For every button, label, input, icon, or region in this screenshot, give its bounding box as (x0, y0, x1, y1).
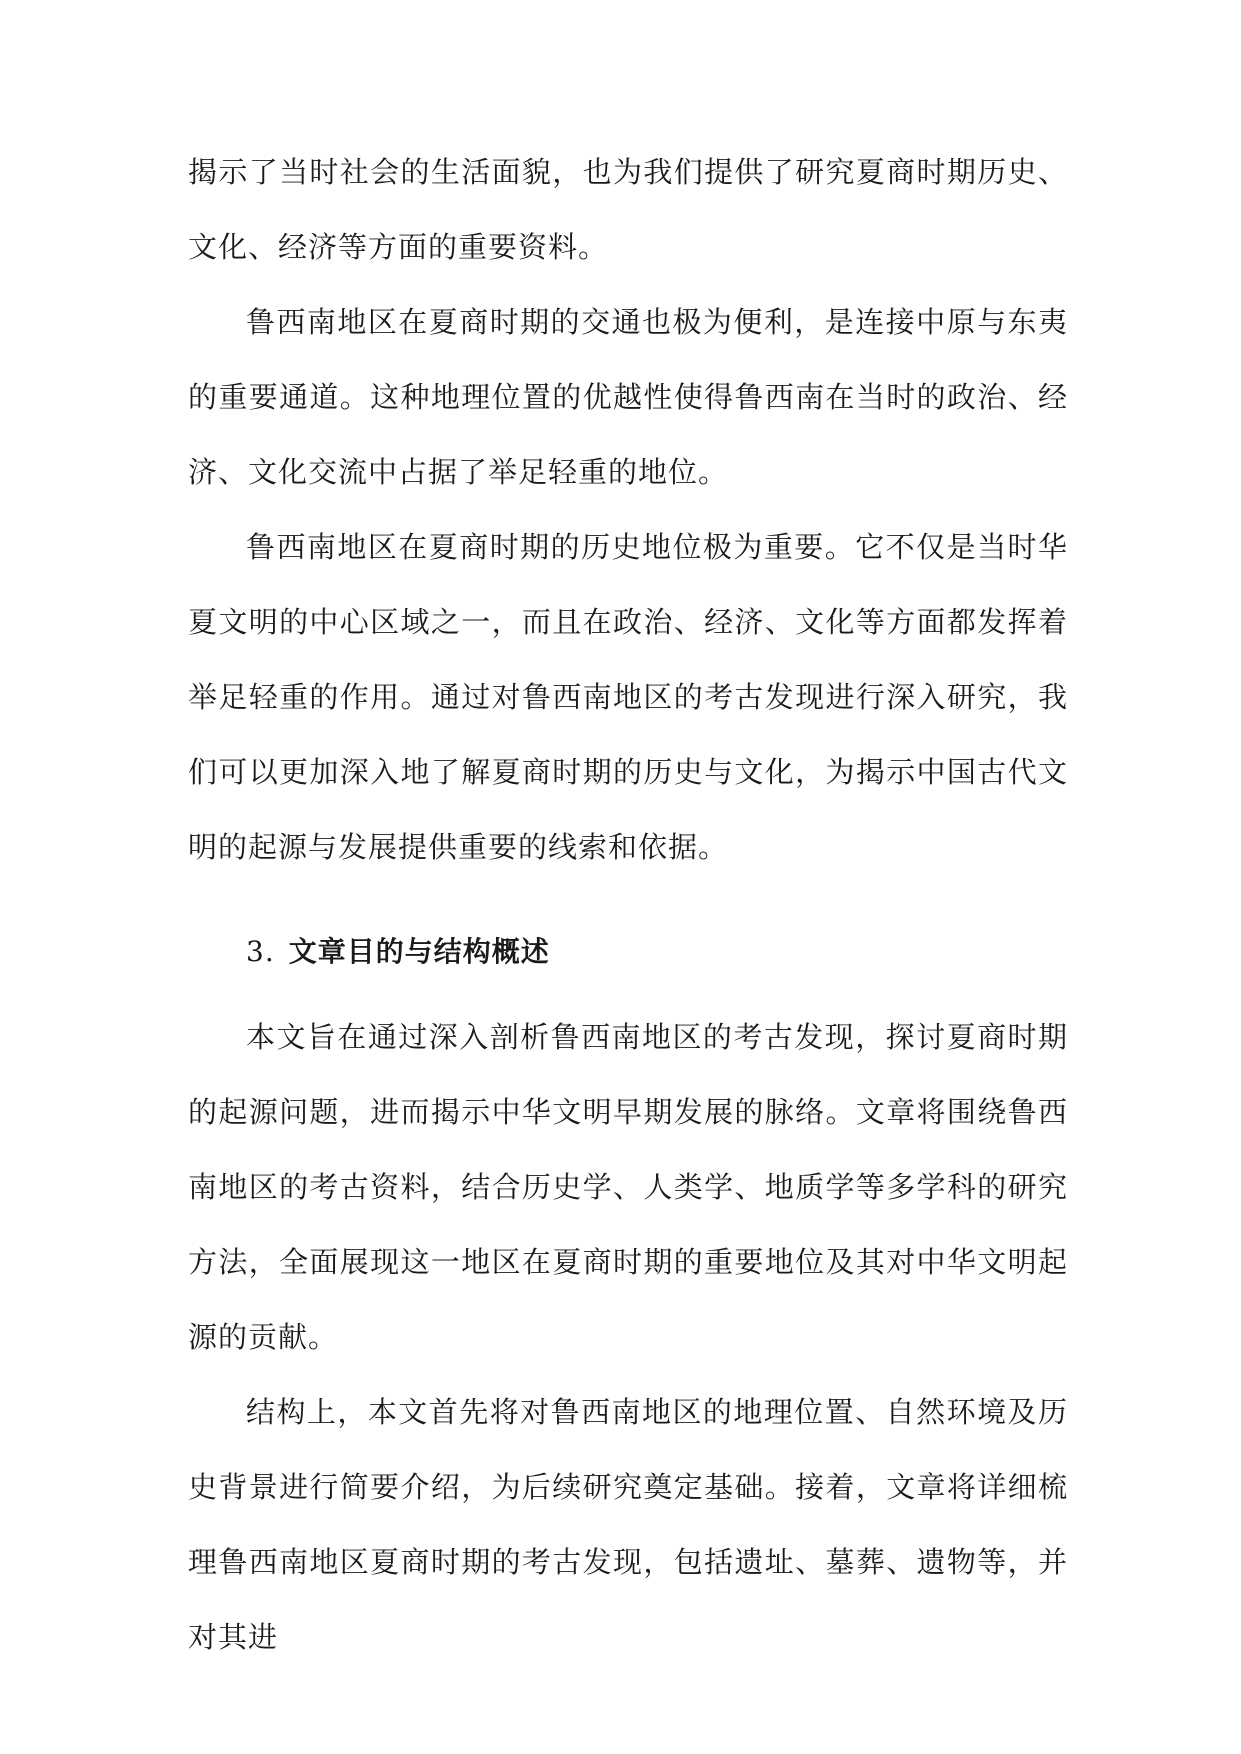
paragraph-structure: 结构上，本文首先将对鲁西南地区的地理位置、自然环境及历史背景进行简要介绍，为后续研究奠定基础。接着，文章将详细梳理鲁西南地区夏商时期的考古发现，包括遗址、墓葬、遗物等，并对其进 (188, 1395, 1068, 1654)
paragraph-purpose: 本文旨在通过深入剖析鲁西南地区的考古发现，探讨夏商时期的起源问题，进而揭示中华文明早期发展的脉络。文章将围绕鲁西南地区的考古资料，结合历史学、人类学、地质学等多学科的研究方法，全面展现这一地区在夏商时期的重要地位及其对中华文明起源的贡献。 (188, 1020, 1068, 1354)
section-number: 3. (246, 935, 275, 968)
paragraph-continuation: 揭示了当时社会的生活面貌，也为我们提供了研究夏商时期历史、文化、经济等方面的重要资料。 (188, 155, 1068, 264)
paragraph-transport: 鲁西南地区在夏商时期的交通也极为便利，是连接中原与东夷的重要通道。这种地理位置的优越性使得鲁西南在当时的政治、经济、文化交流中占据了举足轻重的地位。 (188, 305, 1068, 489)
section-heading (246, 932, 550, 972)
paragraph-historical-status: 鲁西南地区在夏商时期的历史地位极为重要。它不仅是当时华夏文明的中心区域之一，而且在政治、经济、文化等方面都发挥着举足轻重的作用。通过对鲁西南地区的考古发现进行深入研究，我们可以更加深入地了解夏商时期的历史与文化，为揭示中国古代文明的起源与发展提供重要的线索和依据。 (188, 530, 1068, 864)
section-title: 文章目的与结构概述 (288, 935, 550, 968)
